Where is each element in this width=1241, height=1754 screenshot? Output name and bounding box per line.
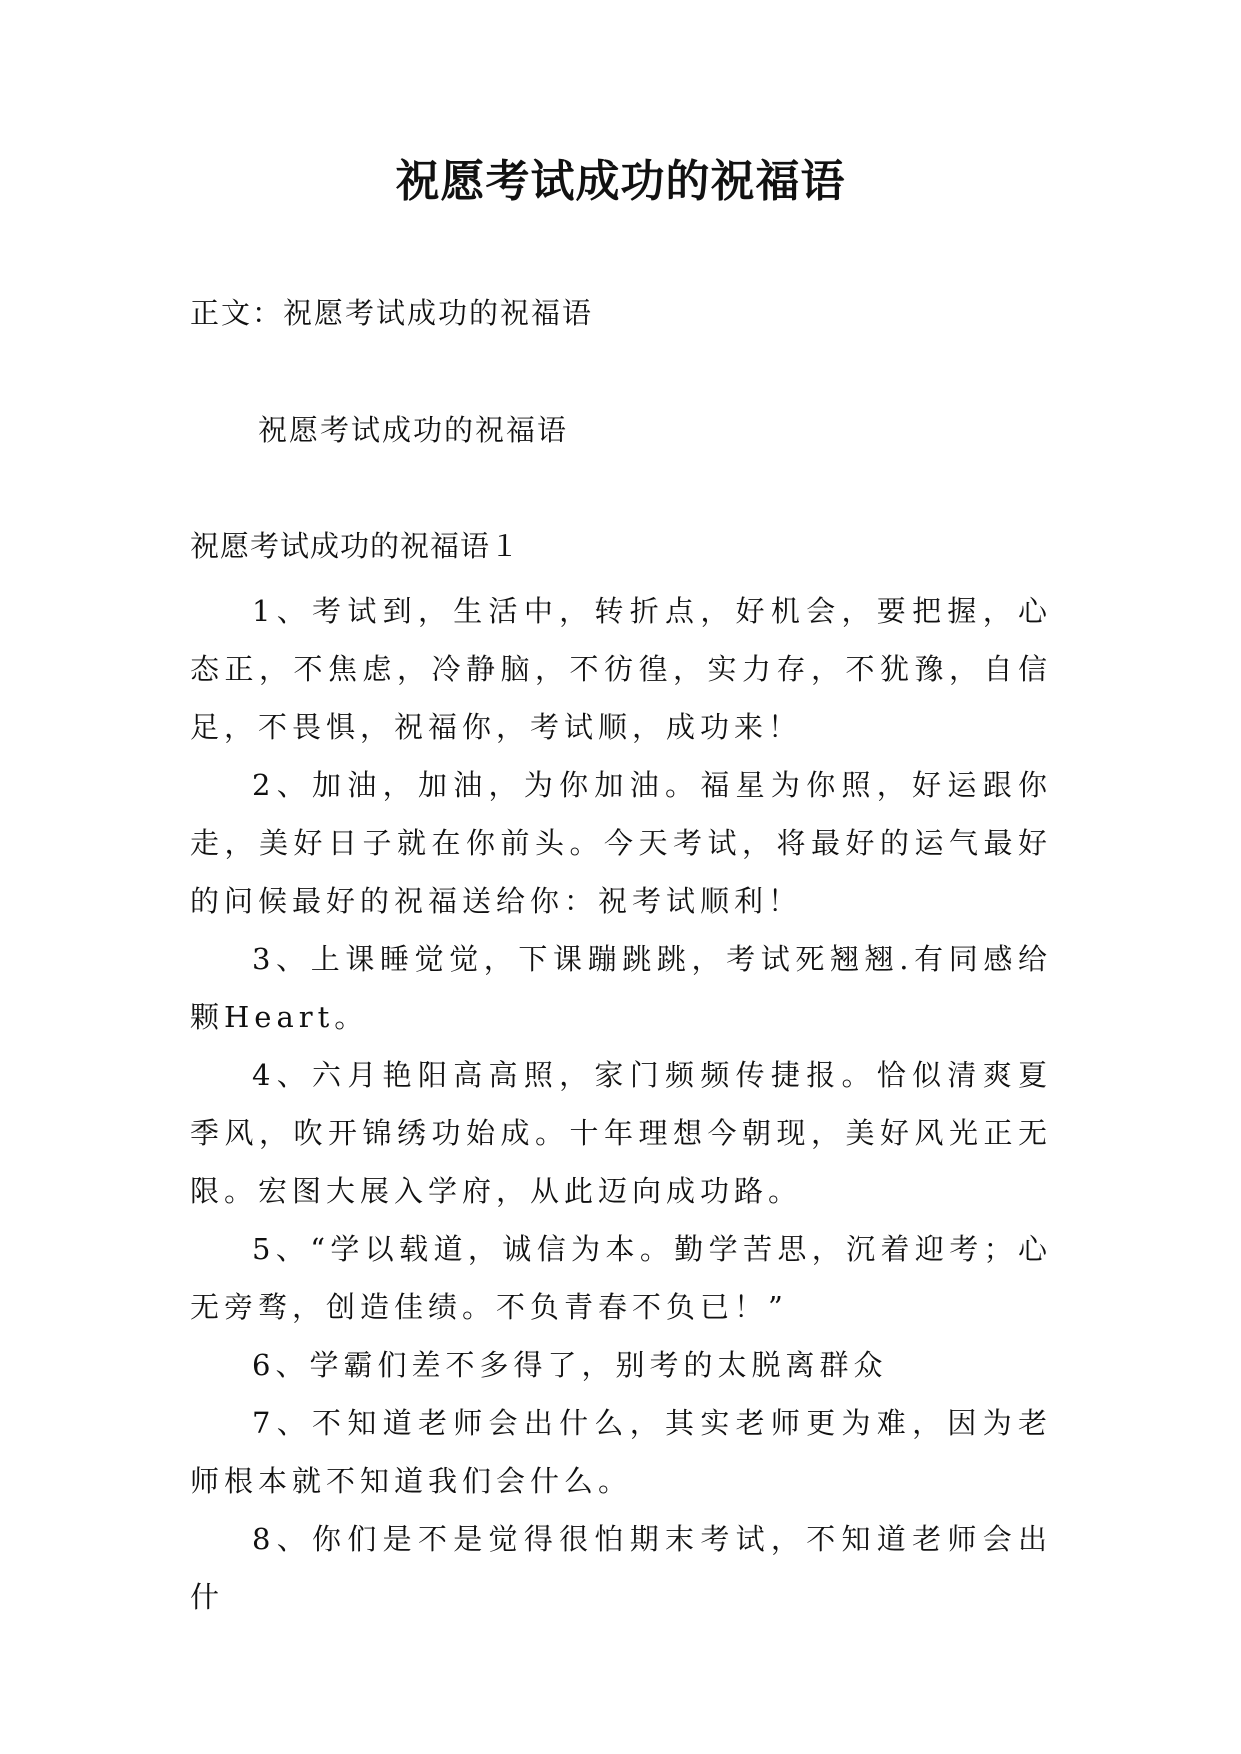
paragraph-2: 2、加油，加油，为你加油。福星为你照，好运跟你走，美好日子就在你前头。今天考试，将最好的运气最好的问候最好的祝福送给你：祝考试顺利！	[190, 768, 1052, 918]
document-body	[190, 582, 1052, 1626]
paragraph-5: 5、“学以载道，诚信为本。勤学苦思，沉着迎考；心无旁骛，创造佳绩。不负青春不负已！”	[190, 1232, 1052, 1324]
paragraph-7: 7、不知道老师会出什么，其实老师更为难，因为老师根本就不知道我们会什么。	[190, 1406, 1052, 1498]
subtitle-line: 祝愿考试成功的祝福语	[258, 413, 569, 447]
paragraph-6: 6、学霸们差不多得了，别考的太脱离群众	[252, 1348, 888, 1382]
paragraph-4: 4、六月艳阳高高照，家门频频传捷报。恰似清爽夏季风，吹开锦绣功始成。十年理想今朝现，美好风光正无限。宏图大展入学府，从此迈向成功路。	[190, 1058, 1052, 1208]
paragraph-3: 3、上课睡觉觉，下课蹦跳跳，考试死翘翘.有同感给颗Heart。	[190, 942, 1052, 1034]
paragraph-8: 8、你们是不是觉得很怕期末考试，不知道老师会出什	[190, 1522, 1052, 1614]
paragraph-1: 1、考试到，生活中，转折点，好机会，要把握，心态正，不焦虑，冷静脑，不彷徨，实力存，不犹豫，自信足，不畏惧，祝福你，考试顺，成功来！	[190, 594, 1052, 744]
section-heading: 祝愿考试成功的祝福语１	[190, 529, 521, 563]
document-title: 祝愿考试成功的祝福语	[395, 156, 846, 207]
intro-line: 正文：祝愿考试成功的祝福语	[190, 296, 594, 330]
